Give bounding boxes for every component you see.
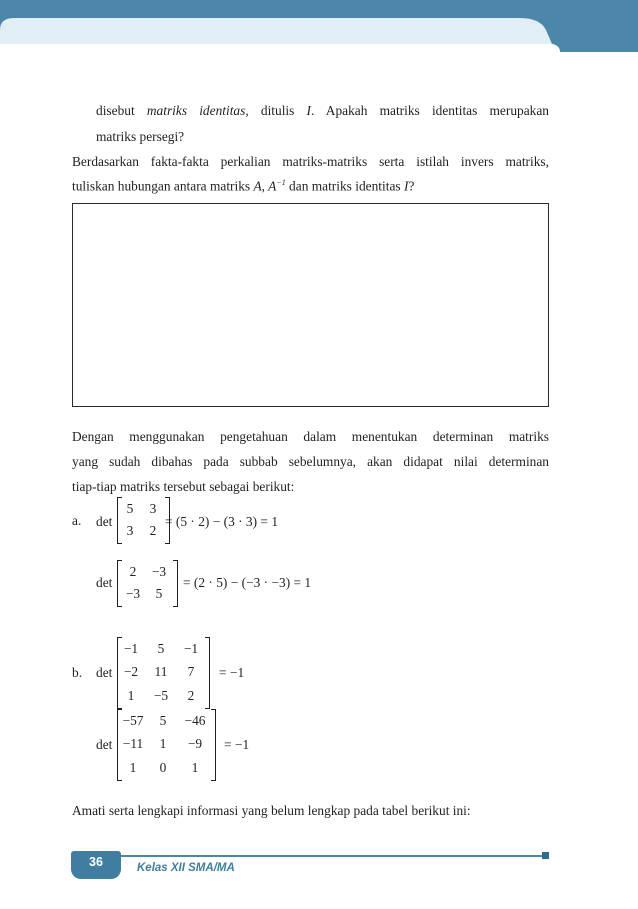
intro-symbol-i: I <box>306 103 311 118</box>
item-a-label: a. <box>72 513 82 528</box>
matrix-cell: 7 <box>187 664 195 679</box>
matrix-cell: 5 <box>159 713 167 728</box>
intro-line-1 <box>96 98 549 123</box>
intro-text-b: , ditulis <box>245 103 307 118</box>
question-symbol-i: I <box>403 178 409 194</box>
matrix-cell: 3 <box>149 501 157 516</box>
det-result-b: = (2 · 5) − (−3 · −3) = 1 <box>183 575 312 590</box>
matrix-cell: 5 <box>155 586 163 601</box>
header-band <box>0 0 638 52</box>
matrix-cell: −9 <box>187 736 203 751</box>
matrix-cell: −1 <box>123 641 139 656</box>
question-text-b: dan matriks identitas <box>285 178 404 194</box>
matrix-cell: 5 <box>126 501 134 516</box>
intro-text-a: disebut <box>96 103 147 118</box>
question-line-2 <box>72 170 414 198</box>
question-text-c: ? <box>408 178 415 194</box>
page-number: 36 <box>89 855 103 869</box>
question-superscript: −1 <box>276 178 286 187</box>
matrix-cell: 0 <box>159 760 167 775</box>
matrix-cell: 2 <box>187 688 195 703</box>
matrix-cell: 5 <box>157 641 165 656</box>
det-label: det <box>96 665 113 680</box>
matrix-3x3-b <box>117 709 221 781</box>
matrix-cell: −3 <box>125 586 141 601</box>
question-symbol-a: A, A <box>253 178 277 194</box>
intro-line-2: matriks persegi? <box>96 129 185 144</box>
matrix-cell: 1 <box>129 760 137 775</box>
matrix-cell: −2 <box>123 664 139 679</box>
det-result-c: = −1 <box>219 665 245 680</box>
bracket-right <box>211 709 216 781</box>
question-line-1: Berdasarkan fakta-fakta perkalian matriks-matriks serta istilah invers matriks, <box>72 154 549 169</box>
det-result-a: = (5 · 2) − (3 · 3) = 1 <box>165 514 279 529</box>
item-b-label: b. <box>72 665 83 680</box>
matrix-cell: −5 <box>153 688 169 703</box>
paragraph-line-3: tiap-tiap matriks tersebut sebagai berikut: <box>72 479 295 494</box>
matrix-cell: 2 <box>129 564 137 579</box>
matrix-cell: 1 <box>191 760 199 775</box>
matrix-cell: −57 <box>122 713 144 728</box>
footer-rule <box>112 855 542 857</box>
matrix-cell: 2 <box>149 523 157 538</box>
det-label: det <box>96 514 113 529</box>
det-label: det <box>96 575 113 590</box>
matrix-cell: −1 <box>183 641 199 656</box>
matrix-cell: 3 <box>126 523 134 538</box>
closing-instruction: Amati serta lengkapi informasi yang belum lengkap pada tabel berikut ini: <box>72 803 471 818</box>
bracket-right <box>173 560 178 607</box>
matrix-cell: −46 <box>184 713 206 728</box>
det-label: det <box>96 737 113 752</box>
footer-square <box>542 852 549 859</box>
book-title: Kelas XII SMA/MA <box>137 862 235 874</box>
matrix-3x3-a <box>117 637 217 709</box>
intro-term: matriks identitas <box>146 103 246 118</box>
matrix-2x2-b <box>117 560 181 608</box>
matrix-cell: 11 <box>154 664 168 679</box>
paragraph-line-2: yang sudah dibahas pada subbab sebelumnya, akan didapat nilai determinan <box>72 454 549 469</box>
matrix-cell: 1 <box>159 736 167 751</box>
matrix-cell: −3 <box>151 564 167 579</box>
matrix-cell: −11 <box>122 736 144 751</box>
paragraph-line-1: Dengan menggunakan pengetahuan dalam menentukan determinan matriks <box>72 429 549 444</box>
answer-box[interactable] <box>72 203 549 407</box>
matrix-cell: 1 <box>127 688 135 703</box>
intro-text-c: . Apakah matriks identitas merupakan <box>311 103 549 118</box>
bracket-right <box>205 637 210 709</box>
question-text-a: tuliskan hubungan antara matriks <box>72 178 254 194</box>
det-result-d: = −1 <box>224 737 250 752</box>
